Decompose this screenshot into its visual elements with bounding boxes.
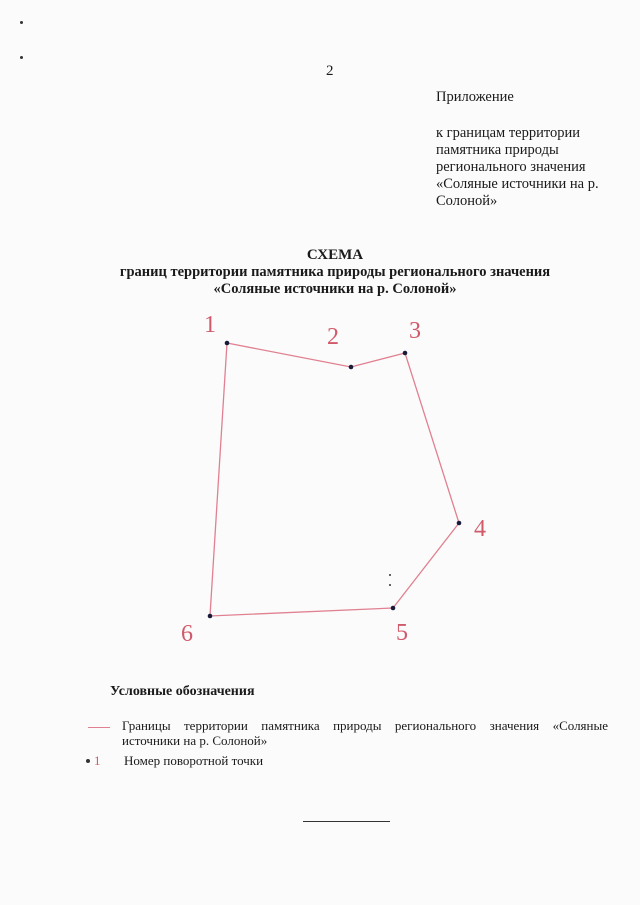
legend-boundary-text: Границы территории памятника природы регионального значения «Соляные источники на р. Солоной» — [122, 718, 608, 748]
point-label-2: 2 — [327, 324, 339, 350]
scan-speck — [389, 584, 391, 586]
turning-point-2 — [349, 365, 354, 370]
page-number: 2 — [326, 63, 334, 79]
turning-point-6 — [208, 614, 213, 619]
point-label-1: 1 — [204, 312, 216, 338]
point-label-3: 3 — [409, 318, 421, 344]
turning-point-1 — [225, 341, 230, 346]
legend-point-number: 1 — [94, 753, 101, 768]
legend-point-dot — [86, 759, 90, 763]
turning-point-4 — [457, 521, 462, 526]
appendix-body: к границам территории памятника природы регионального значения «Соляные источники на р. Солоной» — [436, 125, 599, 209]
turning-point-5 — [391, 606, 396, 611]
appendix-title: Приложение — [436, 89, 514, 105]
footer-rule — [303, 821, 390, 822]
scheme-title: СХЕМА — [306, 247, 364, 263]
point-label-5: 5 — [396, 620, 408, 646]
boundary-polygon — [210, 343, 459, 616]
scan-speck — [389, 574, 391, 576]
scheme-subtitle-line1: границ территории памятника природы регионального значения — [119, 264, 551, 280]
scheme-subtitle-line2: «Соляные источники на р. Солоной» — [213, 281, 457, 297]
legend-point-text: Номер поворотной точки — [124, 753, 264, 768]
point-label-4: 4 — [474, 516, 486, 542]
legend-boundary-line — [88, 727, 110, 728]
legend-title: Условные обозначения — [110, 684, 255, 699]
point-label-6: 6 — [181, 621, 193, 647]
turning-point-3 — [403, 351, 408, 356]
